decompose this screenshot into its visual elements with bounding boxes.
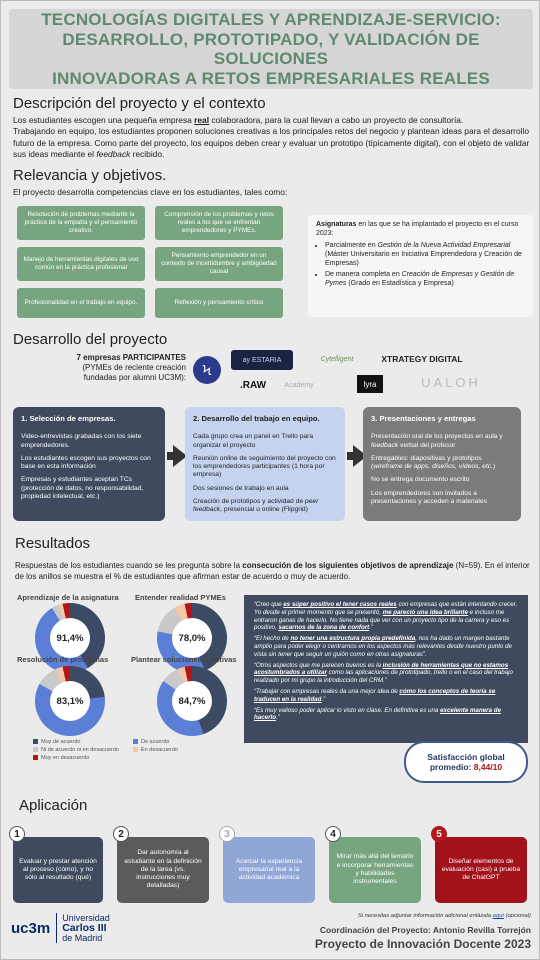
satisfaccion-badge [404,741,528,783]
q2c: , nos ha dado un margen bastante amplio para poder elegir o centrarnos en los aspectos más relevantes desde nuestro punto de vista sin tener que seguir un guión como en otras asignaturas”. [254,635,512,658]
competencia-4: Pensamiento emprendedor en un contexto de incertidumbre y ambigüedad causal [155,247,283,281]
logo-company-5: .RAW [239,379,267,391]
step-1-box [13,407,165,521]
donut-4-title: Plantear soluciones creativas [131,655,237,664]
asig-2b: Creación de Empresas y Gestión de Pymes [325,271,515,287]
donut-2-title: Entender realidad PYMEs [135,593,226,602]
footer-proyecto: Proyecto de Innovación Docente 2023 [314,937,531,951]
step-2-last-a: Creación de prototipos y actividad de [193,498,305,506]
legend-label-1: Muy de acuerdo [41,739,81,745]
resultados-heading: Resultados [15,535,91,552]
empresas-bold: 7 empresas PARTICIPANTES [76,353,186,362]
step-2-item-1: Cada grupo crea un panel en Trello para organizar el proyecto [193,433,314,449]
q1e: e incluso me entraron ganas de hacerlo. No tiene nada que ver con un proyecto tipo de la carrera y eso es positivo, [254,608,510,632]
asig-rest: en las que se ha implantado el proyecto en el curso 2023: [316,221,519,237]
quote-2 [254,635,518,658]
donut-1-title: Aprendizaje de la asignatura [17,593,119,602]
aplicacion-num-2: 2 [113,826,129,842]
university-name [56,913,110,943]
legend-item-3 [33,747,133,753]
q1g: .” [369,624,373,632]
legend-swatch-1 [33,739,38,744]
step-3-b3: ) [492,463,496,471]
q4c: .” [321,695,326,703]
step-3-item-4: Los emprendedores son invitados a presentaciones y acceden a materiales [371,489,487,506]
legend-item-1 [33,739,133,745]
descripcion-text [13,115,531,161]
legend-item-4 [133,747,233,753]
quote-3 [254,662,518,685]
aplicacion-item-1: Evaluar y prestar atención al proceso (cómo), y no sólo al resultado (qué) [13,837,103,903]
satis-value: 8,44/10 [473,762,503,772]
competencia-5: Profesionalidad en el trabajo en equipo. [17,288,145,318]
competencia-1: Resolución de problemas mediante la práctica de la empatía y el pensamiento creativo. [17,206,145,240]
empresas-text [56,353,186,383]
satis-value-line [430,762,502,772]
asig-1c: (Máster Universitario en Iniciativa Emprendedora y Creación de Empresas) [325,251,522,267]
desc-p2a: Trabajando en equipo, los estudiantes proponen soluciones creativas a los principales retos del negocio y plantean ideas para el desarrollo futuro de la empresa. Como parte del proyecto, los equipos deben crear y evaluar un prototipo (típicamente digital), con el objeto de validar sus ideas mediante el [13,126,530,160]
res-intro-c: (N=59). En el interior de los anillos se muestra el % de estudiantes que afirman estar de acuerdo o muy de acuerdo. [15,561,530,581]
aplicacion-num-3: 3 [219,826,235,842]
asig-2c: (Grado en Estadística y Empresa) [346,280,454,287]
q1b: es súper positivo el tener casos reales [283,601,397,608]
q4b: cómo los conceptos de teoría se traducen en la realidad [254,687,496,703]
donut-2-center: 78,0% [172,618,212,658]
step-2-item-3: Dos sesiones de trabajo en aula [193,484,289,492]
logo-company-2: ay ESTARIA [231,350,293,370]
aplicacion-item-5: Diseñar elementos de evaluación (casi) a prueba de ChatGPT [435,837,527,903]
title-line-1: TECNOLOGÍAS DIGITALES Y APRENDIZAJE-SERVICIO: [41,10,501,29]
step-3-b1: Entregables: diapositivas y prototipos ( [371,454,482,471]
step-1-item-2: Los estudiantes escogen sus proyectos con base en esta información [21,454,151,471]
logo-company-3: Cytelligent [320,355,354,363]
step-3-box [363,407,521,521]
logo-company-1: Ϟ [193,356,221,384]
legend-swatch-3 [33,747,38,752]
step-3-a3: verbal del profesor [398,441,456,449]
step-3-a1: Presentación oral de los proyectos en aula y [371,433,503,441]
competencia-3: Manejo de herramientas digitales de uso común en la práctica profesional [17,247,145,281]
q3b: inclusión de herramientas que no estamos acostumbrados a utilizar [254,661,509,677]
step-1-title: 1. Selección de empresas. [21,414,116,423]
donut-4-center: 84,7% [172,681,212,721]
asig-1a: Parcialmente en [325,242,378,249]
logo-company-7: lyra [357,375,383,393]
satis-prefix: promedio: [429,762,474,772]
desc-real: real [194,115,210,125]
donut-4 [157,666,227,736]
relevancia-heading: Relevancia y objetivos. [13,167,167,184]
uni-line-1: Universidad [62,913,110,923]
aplicacion-num-1: 1 [9,826,25,842]
asig-bold: Asignaturas [316,221,357,228]
donut-3 [35,666,105,736]
asignaturas-box [308,215,533,317]
footer-note-a: Si necesitas adjuntar información adicional enlázala [357,913,493,919]
q1d: me pareció una idea brillante [382,608,468,616]
legend-item-2 [133,739,233,745]
q1c: con empresas que están intentando crecer. Yo desde el primer momento que se presentó, [254,601,518,616]
step-1-item-3: Empresas y estudiantes aceptan TCs (protección de datos, no responsabilidad, propiedad intelectual, etc.) [21,476,144,501]
aplicacion-item-4: Mirar más allá del temario e incorporar herramientas y habilidades instrumentales [329,837,421,903]
q3a: “Otros aspectos que me parecen buenos es la [254,661,383,669]
uni-line-3: de Madrid [62,933,103,943]
res-intro-b: consecución de los siguientes objetivos de aprendizaje [242,561,454,570]
q5c: .” [276,714,280,722]
title-line-2: DESARROLLO, PROTOTIPADO, Y VALIDACIÓN DE SOLUCIONES [62,29,480,68]
q1f: sacarnos de la zona de confort [278,624,370,632]
student-quotes [244,595,528,743]
aplicacion-num-5: 5 [431,826,447,842]
asig-1b: Gestión de la Nueva Actividad Empresarial [377,242,511,249]
donut-legend [33,739,233,761]
desc-p1a: Los estudiantes escogen una pequeña empresa [13,115,195,125]
uni-line-2: Carlos III [62,922,107,934]
step-2-item-2: Reunión online de seguimiento del proyecto con los emprendedores participantes (1 hora por empresa) [193,454,336,479]
descripcion-heading: Descripción del proyecto y el contexto [13,95,266,112]
desc-feedback: feedback [96,149,131,160]
aplicacion-num-4: 4 [325,826,341,842]
step-2-last-b: peer feedback [193,498,319,514]
desarrollo-heading: Desarrollo del proyecto [13,331,168,348]
legend-label-5: Muy en desacuerdo [41,755,90,761]
legend-swatch-5 [33,755,38,760]
res-intro-a: Respuestas de los estudiantes cuando se les pregunta sobre la [15,561,243,570]
legend-item-5 [33,755,133,761]
asig-item-1 [325,241,525,268]
quote-4 [254,688,518,704]
q2b: no tener una estructura propia predefinida [290,635,416,643]
satis-label: Satisfacción global [427,752,505,762]
q5b: excelente manera de hacerlo [254,706,501,722]
footer-aqui-link[interactable]: aquí [492,913,504,919]
legend-label-2: De acuerdo [141,739,170,745]
step-1-item-1: Video-entrevistas grabadas con los siete emprendedores. [21,433,142,449]
q4a: “Trabajar con empresas reales da una mejor idea de [254,687,400,695]
desc-p1c: colaboradora, para la cual llevan a cabo un proyecto de consultoría. [209,115,464,125]
step-3-item-1 [371,433,513,450]
q1a: “Creo que [254,601,284,608]
asig-2a: De manera completa en [325,271,402,278]
q2a: “El hecho de [254,635,291,643]
q5a: “Es muy valioso poder aplicar lo visto en clase. En definitiva es una [254,706,441,714]
footer-note [313,913,531,919]
step-2-item-4 [193,498,337,515]
poster-title [9,9,533,89]
uc3m-logo-text: uc3m [11,919,51,937]
title-line-3: INNOVADORAS A RETOS EMPRESARIALES REALES [52,68,490,88]
q3c: como las aplicaciones de prototipado, trello o en el caso del trabajo realizado por mi grupo la introducción del CRM.” [254,669,513,685]
legend-label-4: En desacuerdo [141,747,178,753]
desc-p2c: recibido. [130,149,165,160]
quote-5 [254,707,518,723]
footer-note-c: (opcional) [503,913,531,919]
donut-3-title: Resolución de problemas [17,655,109,664]
step-3-item-2 [371,455,513,472]
university-logo [11,913,110,943]
footer-coordinacion: Coordinación del Proyecto: Antonio Revilla Torrejón [319,925,531,935]
aplicacion-item-2: Dar autonomía al estudiante en la definición de la tarea (vs. instrucciones muy detalladas) [117,837,209,903]
competencia-6: Reflexión y pensamiento crítico [155,288,283,318]
logo-company-6: Academy [284,381,314,389]
aplicacion-heading: Aplicación [19,797,88,814]
asig-item-2 [325,270,525,288]
donut-1-center: 91,4% [50,618,90,658]
step-2-last-c: , presencial u online (Flipgrid) [220,506,308,514]
relevancia-intro: El proyecto desarrolla competencias clave en los estudiantes, tales como: [13,187,288,197]
step-3-a2: feedback [371,441,399,449]
competencia-2: Comprensión de los problemas y retos reales a los que se enfrentan emprendedores y PYMEs. [155,206,283,240]
step-3-b2: wireframe de apps, diseños, vídeos, etc. [373,463,493,471]
donut-3-center: 83,1% [50,681,90,721]
step-3-item-3: No se entrega documento escrito [371,476,470,484]
legend-label-3: Ni de acuerdo ni en desacuerdo [41,747,119,753]
legend-swatch-4 [133,747,138,752]
aplicacion-item-3: Acercar la experiencia empresarial real a la actividad académica [223,837,315,903]
logo-company-8: UALOH [421,374,481,390]
step-2-box [185,407,345,521]
step-3-title: 3. Presentaciones y entregas [371,414,476,423]
empresas-rest: (PYMEs de reciente creación fundadas por alumni UC3M): [82,363,186,382]
resultados-intro [15,561,531,582]
step-2-title: 2. Desarrollo del trabajo en equipo. [193,414,320,423]
logo-company-4: XTRATEGY DIGITAL [381,354,463,364]
quote-1 [254,601,518,632]
legend-swatch-2 [133,739,138,744]
